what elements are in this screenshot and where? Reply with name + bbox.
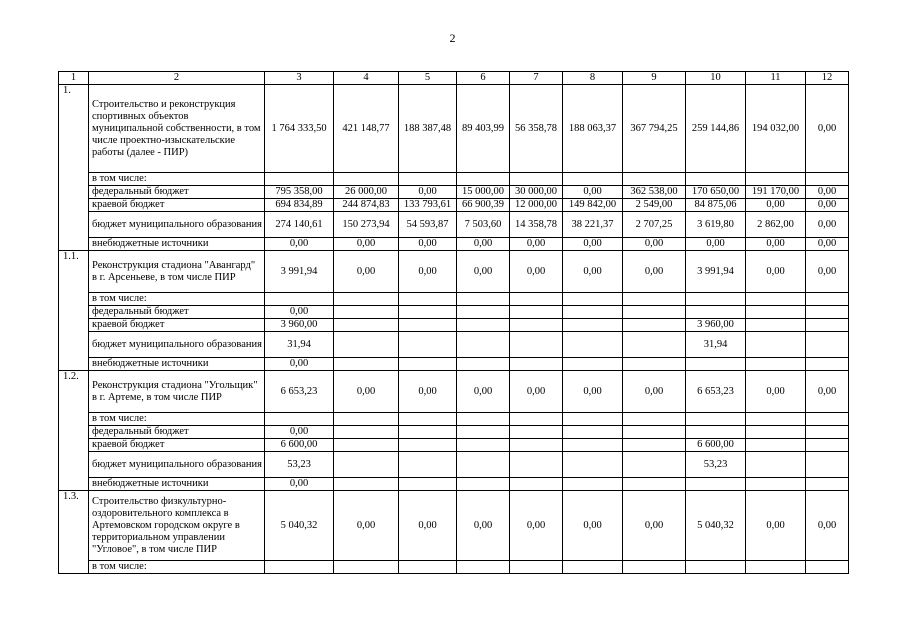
value-cell [806,319,849,332]
value-cell: 0,00 [265,306,334,319]
value-cell [623,173,686,186]
value-cell: 0,00 [806,199,849,212]
value-cell: 6 653,23 [686,371,746,413]
value-cell [806,561,849,574]
value-cell: 0,00 [265,426,334,439]
budget-table [58,71,849,574]
value-cell [265,413,334,426]
value-cell [623,413,686,426]
subrow-label: краевой бюджет [89,439,265,452]
value-cell: 3 991,94 [265,251,334,293]
value-cell: 54 593,87 [399,212,457,238]
subrow [59,212,849,238]
value-cell [510,478,563,491]
value-cell [334,319,399,332]
subrow-label: в том числе: [89,413,265,426]
value-cell: 53,23 [265,452,334,478]
row-description: Реконструкция стадиона "Угольщик" в г. Артеме, в том числе ПИР [89,371,265,413]
value-cell: 0,00 [334,491,399,561]
value-cell: 2 862,00 [746,212,806,238]
value-cell: 0,00 [563,251,623,293]
column-header: 8 [563,72,623,85]
value-cell [686,306,746,319]
value-cell: 0,00 [623,238,686,251]
value-cell [563,426,623,439]
value-cell [265,561,334,574]
value-cell [746,293,806,306]
value-cell [686,561,746,574]
value-cell [399,306,457,319]
value-cell: 0,00 [399,186,457,199]
value-cell [563,439,623,452]
value-cell: 0,00 [457,238,510,251]
value-cell [334,452,399,478]
value-cell [334,306,399,319]
value-cell [399,561,457,574]
subrow [59,319,849,332]
value-cell: 0,00 [746,238,806,251]
value-cell [399,478,457,491]
value-cell [806,358,849,371]
value-cell: 133 793,61 [399,199,457,212]
value-cell [746,478,806,491]
value-cell [399,358,457,371]
value-cell [746,173,806,186]
value-cell: 0,00 [510,491,563,561]
value-cell: 0,00 [399,371,457,413]
subrow-label: бюджет муниципального образования [89,212,265,238]
value-cell: 0,00 [806,371,849,413]
value-cell [806,426,849,439]
value-cell [399,413,457,426]
value-cell [806,452,849,478]
value-cell [806,173,849,186]
value-cell [746,358,806,371]
value-cell [746,439,806,452]
value-cell: 15 000,00 [457,186,510,199]
subrow-label: в том числе: [89,561,265,574]
value-cell: 0,00 [510,371,563,413]
header-row [59,72,849,85]
value-cell [399,426,457,439]
value-cell [746,561,806,574]
value-cell [265,173,334,186]
group-row [59,251,849,293]
value-cell [457,439,510,452]
value-cell: 0,00 [806,251,849,293]
value-cell: 194 032,00 [746,85,806,173]
value-cell [510,173,563,186]
value-cell [563,293,623,306]
value-cell: 0,00 [334,371,399,413]
subrow [59,173,849,186]
subrow [59,332,849,358]
value-cell: 0,00 [399,491,457,561]
subrow-label: бюджет муниципального образования [89,452,265,478]
value-cell: 0,00 [510,238,563,251]
value-cell: 0,00 [334,238,399,251]
value-cell [457,173,510,186]
value-cell [686,293,746,306]
value-cell [623,561,686,574]
column-header: 10 [686,72,746,85]
value-cell [806,478,849,491]
value-cell [623,332,686,358]
value-cell: 31,94 [265,332,334,358]
value-cell: 89 403,99 [457,85,510,173]
subrow-label: в том числе: [89,293,265,306]
value-cell [510,332,563,358]
value-cell [563,173,623,186]
value-cell: 0,00 [265,358,334,371]
value-cell [457,561,510,574]
value-cell: 31,94 [686,332,746,358]
value-cell: 3 991,94 [686,251,746,293]
value-cell [623,426,686,439]
value-cell: 0,00 [746,371,806,413]
value-cell [563,413,623,426]
value-cell [686,173,746,186]
subrow [59,439,849,452]
page-number: 2 [449,31,456,45]
value-cell [623,319,686,332]
value-cell: 191 170,00 [746,186,806,199]
column-header: 4 [334,72,399,85]
value-cell: 0,00 [623,491,686,561]
value-cell [265,293,334,306]
value-cell [623,439,686,452]
value-cell: 6 600,00 [265,439,334,452]
value-cell: 0,00 [806,238,849,251]
value-cell: 7 503,60 [457,212,510,238]
value-cell [457,293,510,306]
value-cell [563,306,623,319]
value-cell [623,293,686,306]
value-cell: 0,00 [746,491,806,561]
value-cell [746,332,806,358]
value-cell: 3 619,80 [686,212,746,238]
value-cell [510,306,563,319]
value-cell: 795 358,00 [265,186,334,199]
value-cell [334,426,399,439]
value-cell [334,332,399,358]
column-header: 7 [510,72,563,85]
subrow-label: внебюджетные источники [89,358,265,371]
value-cell: 30 000,00 [510,186,563,199]
value-cell [806,332,849,358]
subrow [59,561,849,574]
value-cell [399,452,457,478]
subrow-label: краевой бюджет [89,319,265,332]
value-cell [457,413,510,426]
value-cell [457,358,510,371]
value-cell: 0,00 [265,238,334,251]
value-cell: 0,00 [457,491,510,561]
value-cell [623,452,686,478]
column-header: 1 [59,72,89,85]
value-cell: 5 040,32 [265,491,334,561]
value-cell: 3 960,00 [265,319,334,332]
value-cell: 0,00 [563,491,623,561]
value-cell: 56 358,78 [510,85,563,173]
subrow-label: бюджет муниципального образования [89,332,265,358]
value-cell [334,173,399,186]
value-cell [457,478,510,491]
value-cell: 0,00 [265,478,334,491]
value-cell: 0,00 [334,251,399,293]
value-cell: 0,00 [623,371,686,413]
column-header: 9 [623,72,686,85]
value-cell [510,439,563,452]
subrow [59,293,849,306]
value-cell [686,358,746,371]
value-cell [334,293,399,306]
value-cell [746,319,806,332]
value-cell: 259 144,86 [686,85,746,173]
value-cell [563,332,623,358]
subrow [59,238,849,251]
value-cell: 0,00 [806,491,849,561]
value-cell [457,452,510,478]
value-cell [334,358,399,371]
subrow-label: внебюджетные источники [89,478,265,491]
value-cell [686,413,746,426]
value-cell: 0,00 [686,238,746,251]
value-cell [457,306,510,319]
value-cell: 150 273,94 [334,212,399,238]
value-cell [399,293,457,306]
value-cell: 0,00 [399,251,457,293]
value-cell [563,358,623,371]
value-cell [746,426,806,439]
value-cell [510,293,563,306]
row-index: 1. [59,85,89,251]
subrow [59,358,849,371]
value-cell [457,332,510,358]
column-header: 11 [746,72,806,85]
value-cell: 694 834,89 [265,199,334,212]
value-cell: 149 842,00 [563,199,623,212]
value-cell [334,561,399,574]
row-description: Строительство физкультурно-оздоровительного комплекса в Артемовском городском округе в территориальном управлении "Угловое", в том числе ПИР [89,491,265,561]
value-cell [510,319,563,332]
value-cell: 66 900,39 [457,199,510,212]
row-index: 1.3. [59,491,89,574]
value-cell: 274 140,61 [265,212,334,238]
value-cell: 170 650,00 [686,186,746,199]
value-cell [806,293,849,306]
value-cell: 12 000,00 [510,199,563,212]
subrow [59,306,849,319]
value-cell: 0,00 [457,251,510,293]
subrow [59,199,849,212]
row-index: 1.2. [59,371,89,491]
value-cell [623,358,686,371]
subrow [59,478,849,491]
value-cell [806,439,849,452]
value-cell: 38 221,37 [563,212,623,238]
group-row [59,371,849,413]
value-cell: 0,00 [806,186,849,199]
value-cell [399,319,457,332]
subrow-label: в том числе: [89,173,265,186]
subrow-label: федеральный бюджет [89,186,265,199]
value-cell [806,306,849,319]
value-cell [510,413,563,426]
subrow [59,452,849,478]
value-cell [746,452,806,478]
value-cell: 0,00 [510,251,563,293]
value-cell [686,478,746,491]
subrow-label: федеральный бюджет [89,426,265,439]
value-cell [746,413,806,426]
value-cell: 3 960,00 [686,319,746,332]
subrow-label: краевой бюджет [89,199,265,212]
value-cell [334,413,399,426]
value-cell: 0,00 [563,238,623,251]
column-header: 5 [399,72,457,85]
subrow [59,186,849,199]
value-cell [806,413,849,426]
value-cell: 367 794,25 [623,85,686,173]
value-cell: 26 000,00 [334,186,399,199]
value-cell: 0,00 [457,371,510,413]
value-cell: 0,00 [746,251,806,293]
value-cell: 84 875,06 [686,199,746,212]
value-cell: 0,00 [399,238,457,251]
value-cell [457,426,510,439]
value-cell: 188 387,48 [399,85,457,173]
value-cell [563,561,623,574]
subrow [59,426,849,439]
value-cell [686,426,746,439]
column-header: 6 [457,72,510,85]
value-cell [563,319,623,332]
value-cell: 0,00 [563,186,623,199]
group-row [59,85,849,173]
value-cell [399,332,457,358]
value-cell: 6 653,23 [265,371,334,413]
subrow-label: федеральный бюджет [89,306,265,319]
value-cell: 421 148,77 [334,85,399,173]
value-cell [334,478,399,491]
value-cell: 0,00 [563,371,623,413]
value-cell [746,306,806,319]
value-cell: 6 600,00 [686,439,746,452]
value-cell: 2 707,25 [623,212,686,238]
value-cell [563,478,623,491]
row-description: Реконструкция стадиона "Авангард" в г. Арсеньеве, в том числе ПИР [89,251,265,293]
column-header: 2 [89,72,265,85]
value-cell [623,478,686,491]
row-index: 1.1. [59,251,89,371]
value-cell: 244 874,83 [334,199,399,212]
subrow [59,413,849,426]
value-cell [399,173,457,186]
value-cell: 0,00 [806,212,849,238]
value-cell: 0,00 [623,251,686,293]
value-cell: 1 764 333,50 [265,85,334,173]
value-cell: 5 040,32 [686,491,746,561]
value-cell: 362 538,00 [623,186,686,199]
column-header: 3 [265,72,334,85]
value-cell [510,358,563,371]
value-cell: 188 063,37 [563,85,623,173]
subrow-label: внебюджетные источники [89,238,265,251]
value-cell [510,561,563,574]
group-row [59,491,849,561]
value-cell [563,452,623,478]
value-cell: 14 358,78 [510,212,563,238]
row-description: Строительство и реконструкция спортивных объектов муниципальной собственности, в том числе проектно-изыскательские работы (далее - ПИР) [89,85,265,173]
value-cell: 2 549,00 [623,199,686,212]
value-cell [457,319,510,332]
value-cell [510,452,563,478]
value-cell [399,439,457,452]
value-cell: 53,23 [686,452,746,478]
value-cell [623,306,686,319]
column-header: 12 [806,72,849,85]
value-cell: 0,00 [746,199,806,212]
value-cell: 0,00 [806,85,849,173]
value-cell [334,439,399,452]
value-cell [510,426,563,439]
